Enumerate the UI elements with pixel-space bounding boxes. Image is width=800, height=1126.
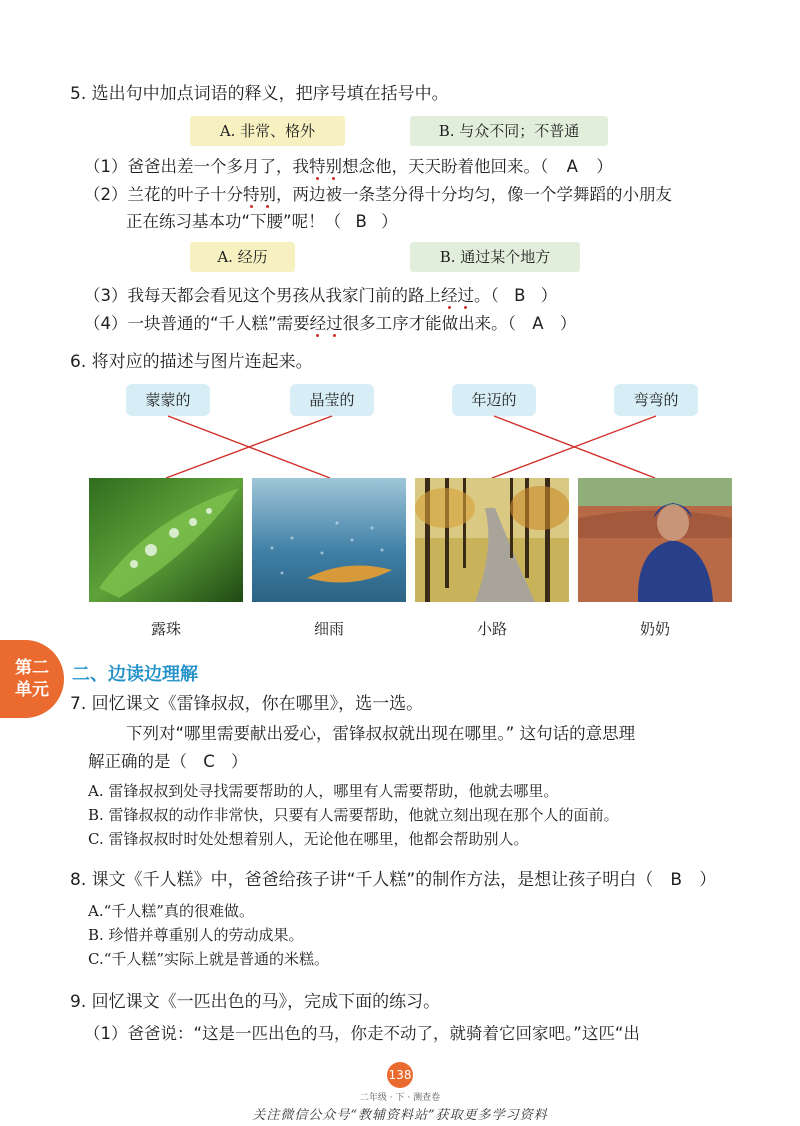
answer-b: B (670, 870, 683, 890)
unit-tab: 第二 单元 (0, 640, 64, 718)
answer-b: B (514, 286, 526, 305)
answer-b: B (355, 212, 367, 231)
dotted-char: 特 (243, 185, 260, 204)
q7-option-a: A. 雷锋叔叔到处寻找需要帮助的人，哪里有人需要帮助，他就去哪里。 (88, 782, 559, 800)
text: ） (231, 752, 248, 771)
text: 很多工序才能做出来。（ (342, 314, 516, 333)
photo-dewdrop (89, 478, 243, 602)
q6-title: 6. 将对应的描述与图片连起来。 (70, 352, 313, 372)
answer-a: A (566, 157, 578, 176)
text: ） (381, 212, 398, 231)
matching-lines (0, 0, 800, 480)
photo-grandma (578, 478, 732, 602)
pill-nianmai: 年迈的 (452, 384, 536, 416)
text: （4）一块普通的“千人糕”需要 (84, 314, 310, 333)
text: ，两边被一条茎分得十分均匀，像一个学舞蹈的小朋友 (276, 185, 672, 204)
q7-option-b: B. 雷锋叔叔的动作非常快，只要有人需要帮助，他就立刻出现在那个人的面前。 (88, 806, 619, 824)
answer-c: C (203, 752, 215, 771)
q8-option-b: B. 珍惜并尊重别人的劳动成果。 (88, 926, 304, 944)
text: ） (559, 314, 577, 333)
page-number: 138 (387, 1062, 413, 1088)
photo-drizzle (252, 478, 406, 602)
pill-mengmeng: 蒙蒙的 (126, 384, 210, 416)
q5-title: 5. 选出句中加点词语的释义，把序号填在括号中。 (70, 84, 449, 104)
q5-chip-b1: B. 与众不同；不普通 (410, 116, 608, 146)
dotted-char: 特 (309, 157, 326, 176)
pill-jingying: 晶莹的 (290, 384, 374, 416)
section-title: 二、边读边理解 (72, 664, 198, 685)
pill-wanwan: 弯弯的 (614, 384, 698, 416)
text: （2）兰花的叶子十分 (84, 185, 243, 204)
text: 。（ (474, 286, 499, 305)
dotted-char: 经 (309, 314, 327, 333)
caption-grandma: 奶奶 (639, 620, 670, 638)
q8-option-a: A.“千人糕”真的很难做。 (88, 902, 254, 920)
q5-chip-b2: B. 通过某个地方 (410, 242, 580, 272)
text: （3）我每天都会看见这个男孩从我家门前的路上 (84, 286, 441, 305)
dotted-char: 别 (259, 185, 276, 204)
q9-sentence-1: （1）爸爸说：“这是一匹出色的马，你走不动了，就骑着它回家吧。”这匹“出 (84, 1024, 640, 1043)
text: 正在练习基本功“下腰”呢！（ (126, 212, 342, 231)
text: ） (699, 870, 717, 890)
q7-title: 7. 回忆课文《雷锋叔叔，你在哪里》，选一选。 (70, 694, 424, 714)
q5-chip-a2: A. 经历 (190, 242, 295, 272)
grade-label: 二年级 · 下 · 测查卷 (359, 1093, 441, 1103)
photo-path (415, 478, 569, 602)
caption-drizzle: 细雨 (313, 620, 344, 638)
answer-a: A (532, 314, 544, 333)
q8-title (70, 868, 716, 892)
q8-option-c: C.“千人糕”实际上就是普通的米糕。 (88, 950, 330, 968)
footer-notice: 关注微信公众号“教辅资料站”获取更多学习资料 (252, 1108, 548, 1123)
q5-chip-a1: A. 非常、格外 (190, 116, 345, 146)
text: （1）爸爸出差一个多月了，我 (84, 157, 309, 176)
q7-stem: 下列对“哪里需要献出爱心，雷锋叔叔就出现在哪里。” 这句话的意思理 (126, 724, 636, 743)
caption-path: 小路 (476, 620, 507, 638)
q7-stem-cont (88, 750, 248, 774)
text: 解正确的是（ (88, 752, 187, 771)
dotted-char: 过 (457, 286, 474, 305)
caption-dewdrop: 露珠 (150, 620, 181, 638)
text: 想念他，天天盼着他回来。（ (342, 157, 549, 176)
text: 8. 课文《千人糕》中，爸爸给孩子讲“千人糕”的制作方法，是想让孩子明白（ (70, 870, 654, 890)
dotted-char: 别 (325, 157, 342, 176)
dotted-char: 经 (441, 286, 458, 305)
text: ） (596, 157, 613, 176)
dotted-char: 过 (326, 314, 343, 333)
text: ） (540, 286, 558, 305)
q7-option-c: C. 雷锋叔叔时时处处想着别人，无论他在哪里，他都会帮助别人。 (88, 830, 529, 848)
q9-title: 9. 回忆课文《一匹出色的马》，完成下面的练习。 (70, 992, 441, 1012)
